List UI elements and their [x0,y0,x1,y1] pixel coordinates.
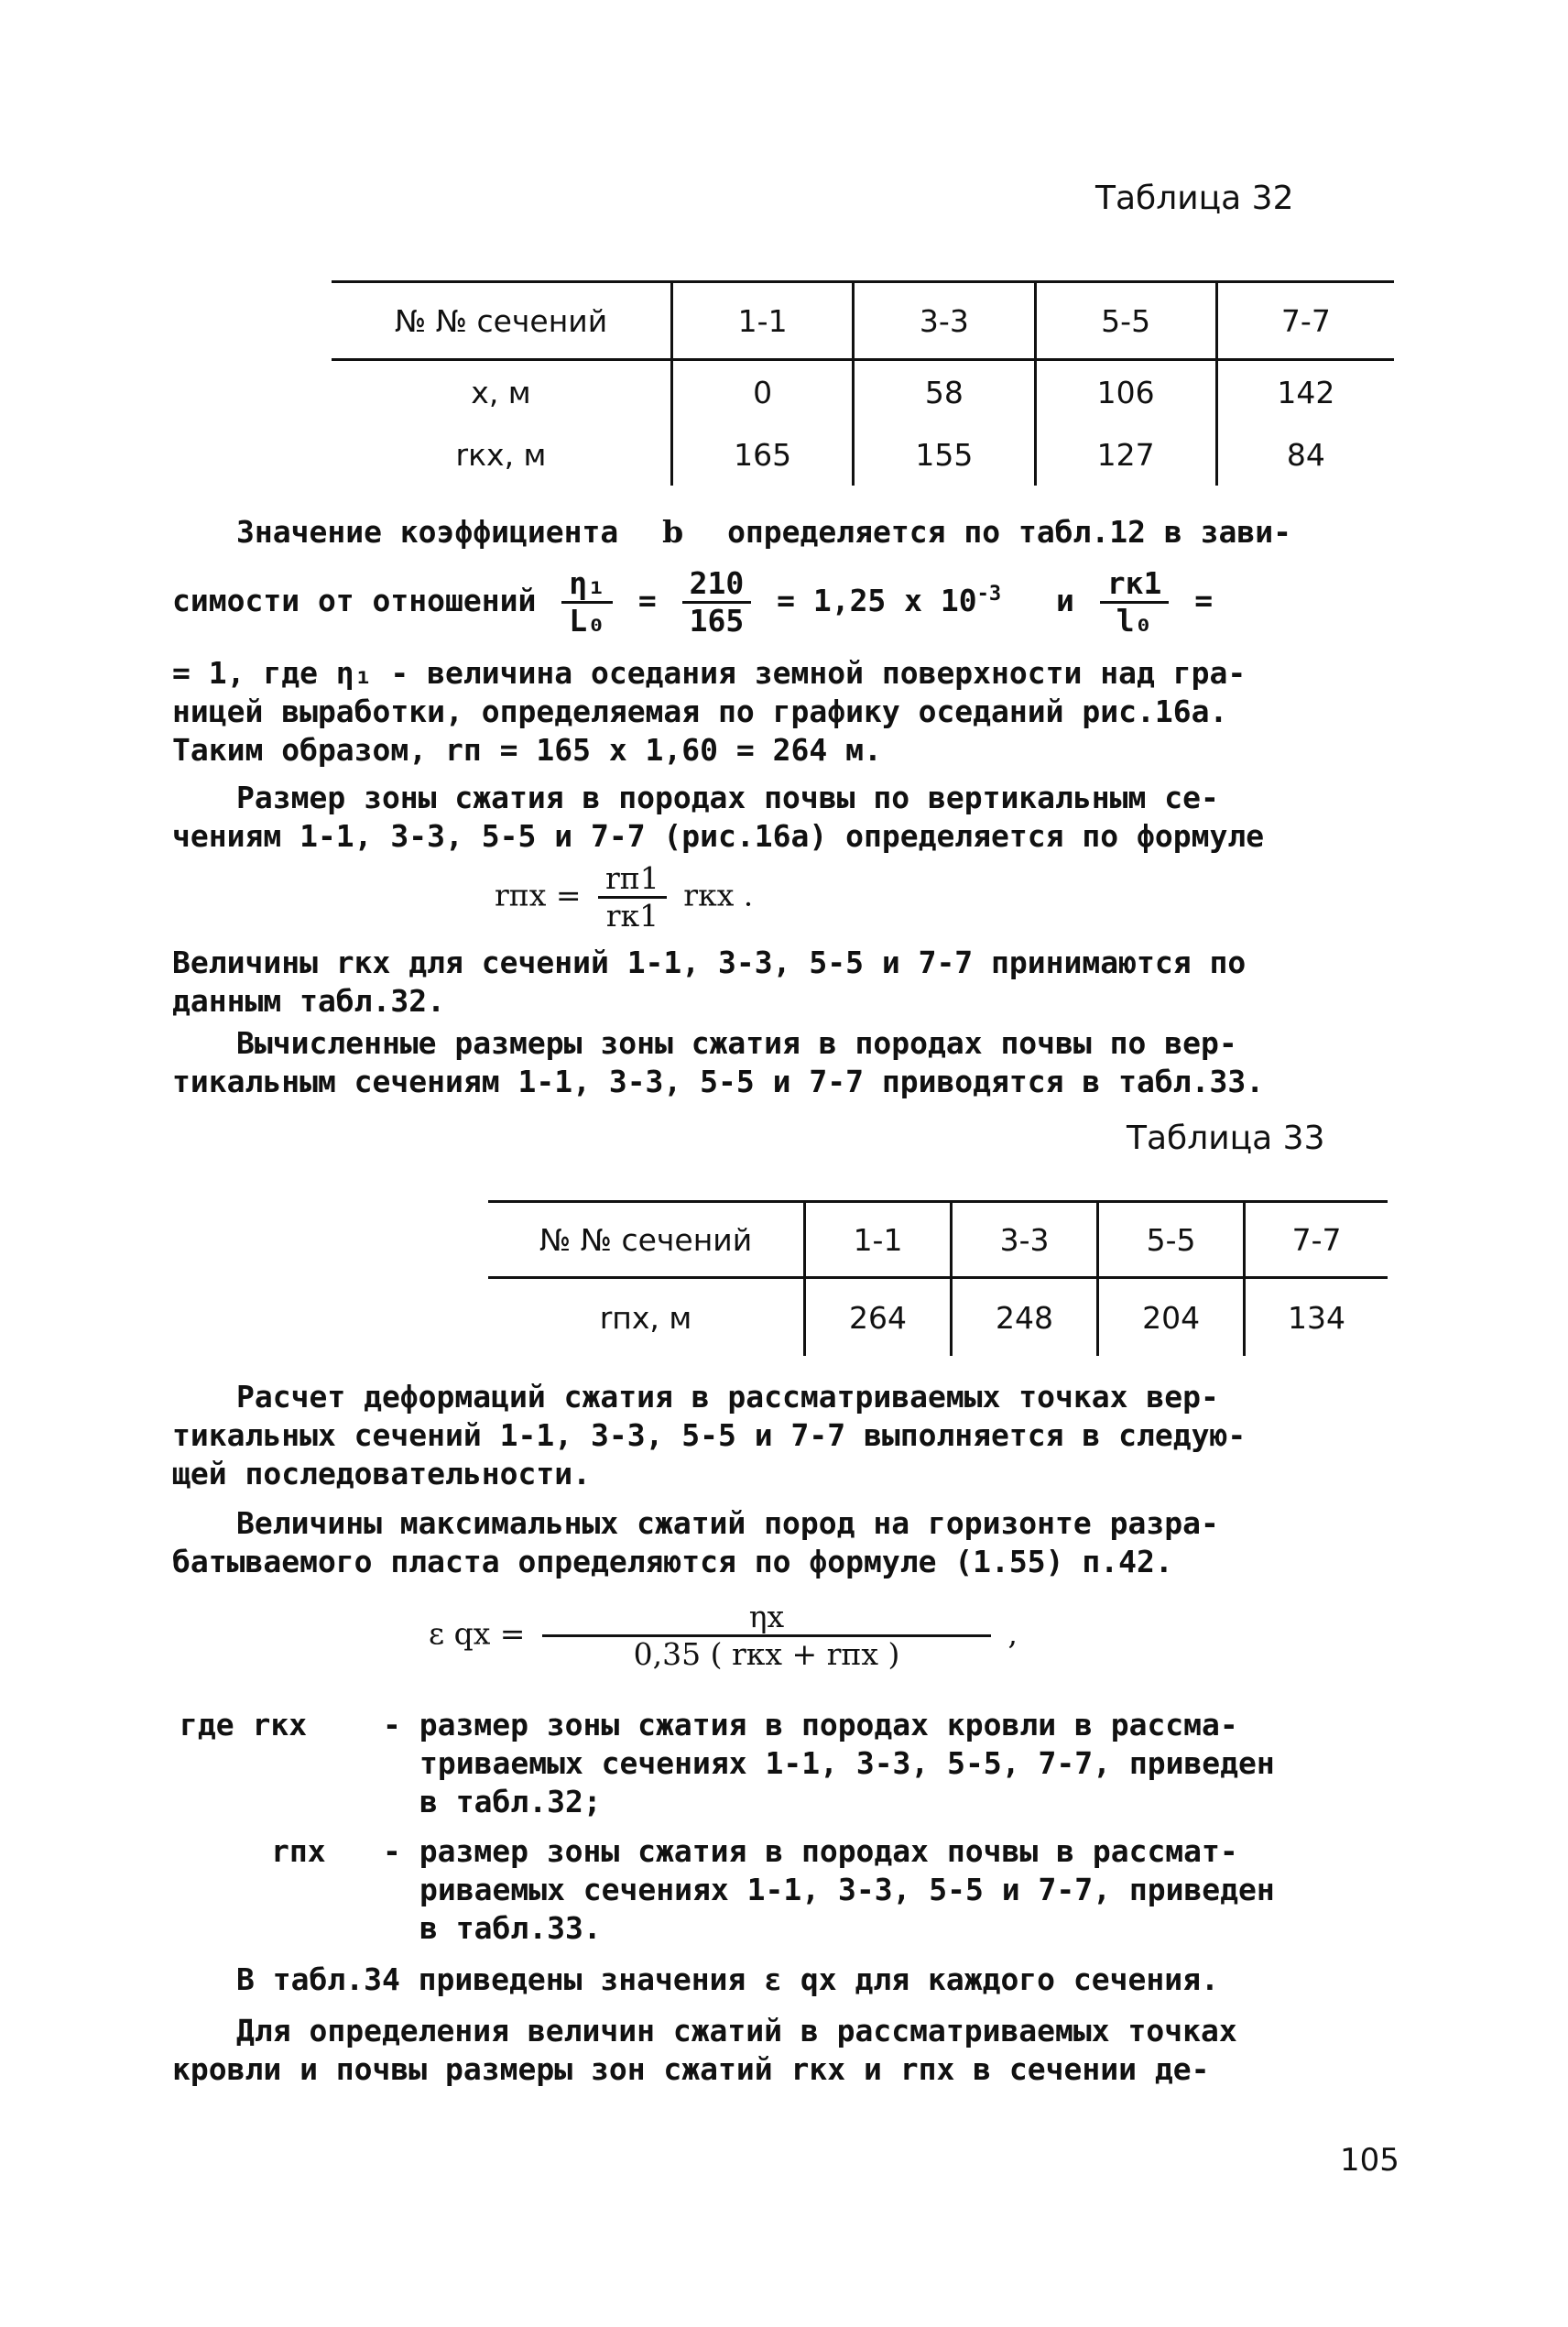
table-cell: 127 [1035,423,1216,486]
table-cell: rкx, м [455,436,547,473]
table-32 [332,280,1394,486]
table-cell: 0 [672,360,854,424]
fraction: $\frac{rп1}{rк1}$ [598,861,667,934]
table33-header-cell: 7-7 [1245,1202,1388,1278]
where-rkx-line3: в табл.32; [419,1784,602,1819]
page-number: 105 [1340,2142,1399,2179]
table-cell: 106 [1035,360,1216,424]
table-33 [488,1200,1388,1356]
table33-caption: Таблица 33 [1127,1120,1325,1157]
table-cell: 84 [1216,423,1394,486]
p3-line1: Величины rкx для сечений 1-1, 3-3, 5-5 и 7-7 принимаются по [172,945,1247,980]
table-row [332,360,1394,424]
table33-header-cell: 1-1 [805,1202,952,1278]
p2-line1: Размер зоны сжатия в породах почвы по вертикальным се- [236,780,1219,815]
p8-line2: кровли и почвы размеры зон сжатий rкx и rпx в сечении де- [172,2051,1210,2087]
table-row [488,1278,1388,1357]
table-cell: 134 [1245,1278,1388,1357]
fraction: $\frac{rк1}{\text{l₀}}$ [1100,566,1170,639]
p1-line4: ницей выработки, определяемая по графику оседаний рис.16а. [172,694,1228,729]
table32-caption: Таблица 32 [1095,180,1294,217]
formula-eqx: ε qx = $\frac{\eta x}{\text{0,35 ( rкx + rпx )}}$ , [429,1599,1018,1672]
p1-line3: = 1, где η₁ - величина оседания земной поверхности над гра- [172,655,1247,691]
p2-line2: чениям 1-1, 3-3, 5-5 и 7-7 (рис.16а) определяется по формуле [172,818,1265,854]
where-rkx-line1: - размер зоны сжатия в породах кровли в рассма- [383,1707,1238,1743]
table32-header-cell: 3-3 [854,282,1035,360]
where-symbol-rpx: rпx [271,1833,326,1869]
p5-line1: Расчет деформаций сжатия в рассматриваемых точках вер- [236,1379,1219,1415]
p4-line2: тикальным сечениям 1-1, 3-3, 5-5 и 7-7 приводятся в табл.33. [172,1064,1265,1099]
fraction: $\frac{210}{165}$ [682,566,752,639]
table32-header-cell: 5-5 [1035,282,1216,360]
where-rpx-line2: риваемых сечениях 1-1, 3-3, 5-5 и 7-7, приведен [419,1872,1275,1907]
table-cell: 155 [854,423,1035,486]
p1-line1: Значение коэффициента b определяется по табл.12 в зави- [236,514,1291,550]
p3-line2: данным табл.32. [172,983,446,1019]
table33-header-cell: № № сечений [488,1202,805,1278]
table32-header-cell: 7-7 [1216,282,1394,360]
p5-line2: тикальных сечений 1-1, 3-3, 5-5 и 7-7 выполняется в следую- [172,1417,1247,1453]
table32-header-cell: 1-1 [672,282,854,360]
table-cell: 264 [805,1278,952,1357]
table33-header-row [488,1202,1388,1278]
table-cell: 58 [854,360,1035,424]
fraction: $\frac{\text{η₁}}{\text{L₀}}$ [561,566,613,639]
table33-header-cell: 3-3 [952,1202,1098,1278]
p4-line1: Вычисленные размеры зоны сжатия в породах почвы по вер- [236,1025,1237,1061]
table32-header-cell: № № сечений [332,282,672,360]
table-cell: rпx, м [599,1299,692,1336]
p8-line1: Для определения величин сжатий в рассматриваемых точках [236,2013,1237,2048]
p6-line1: Величины максимальных сжатий пород на горизонте разра- [236,1505,1219,1541]
table33-header-cell: 5-5 [1098,1202,1245,1278]
table32-header-row [332,282,1394,360]
table-cell: x, м [471,374,531,410]
p1-line5: Таким образом, rп = 165 x 1,60 = 264 м. [172,732,882,768]
formula-rpx: rпx = $\frac{rп1}{rк1}$ rкx . [495,860,754,934]
p5-line3: щей последовательности. [172,1456,591,1491]
table-cell: 248 [952,1278,1098,1357]
where-rpx-line1: - размер зоны сжатия в породах почвы в рассмат- [383,1833,1238,1869]
table-cell: 142 [1216,360,1394,424]
table-row [332,423,1394,486]
table-cell: 165 [672,423,854,486]
table-cell: 204 [1098,1278,1245,1357]
fraction: $\frac{\eta x}{\text{0,35 ( rкx + rпx )}}$ [542,1600,991,1672]
where-rkx-line2: триваемых сечениях 1-1, 3-3, 5-5, 7-7, приведен [419,1745,1275,1781]
where-rpx-line3: в табл.33. [419,1910,602,1946]
p7-line1: В табл.34 приведены значения ε qx для каждого сечения. [236,1961,1219,1997]
p1-line2: симости от отношений $\frac{\text{η₁}}{\text{L₀}}$ = $\frac{210}{165}$ = 1,25 x $10^{-3}$ и $\frac{rк1}{\text{l₀}}$ = [172,565,1214,639]
where-symbol-rkx: где rкx [180,1707,308,1743]
p6-line2: батываемого пласта определяются по формуле (1.55) п.42. [172,1544,1173,1579]
